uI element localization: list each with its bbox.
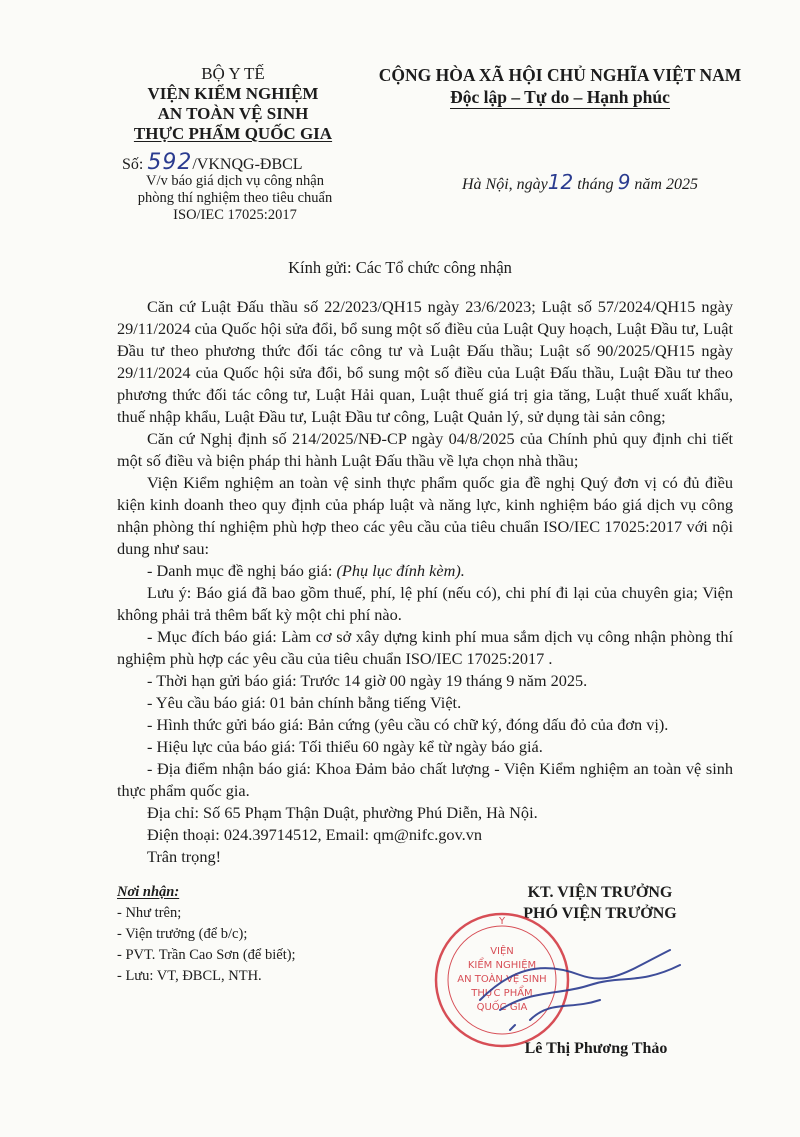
institute-line-1: VIỆN KIỂM NGHIỆM [147, 84, 319, 103]
address-line: Địa chỉ: Số 65 Phạm Thận Duật, phường Phú Diễn, Hà Nội. [147, 803, 538, 822]
subject-block [110, 173, 360, 224]
subject-line-3: ISO/IEC 17025:2017 [173, 207, 297, 223]
document-date [390, 170, 770, 194]
date-day: 12 [547, 170, 574, 194]
ministry-name: BỘ Y TẾ [201, 64, 265, 83]
national-motto: Độc lập – Tự do – Hạnh phúc [450, 87, 670, 107]
phone-email-line: Điện thoại: 024.39714512, Email: qm@nifc.gov.vn [147, 825, 482, 844]
subject-line-1: V/v báo giá dịch vụ công nhận [146, 173, 324, 189]
doc-number-prefix: Số: [122, 156, 144, 173]
seal-line-3: AN TOÀN VỆ SINH [457, 974, 547, 985]
seal-line-4: THỰC PHẨM [471, 988, 533, 999]
validity-item: - Hiệu lực của báo giá: Tối thiểu 60 ngày kể từ ngày báo giá. [147, 737, 543, 756]
seal-top-letter: Y [498, 916, 506, 927]
seal-line-1: VIỆN [490, 946, 514, 957]
legal-basis-2: Căn cứ Nghị định số 214/2025/NĐ-CP ngày 04/8/2025 của Chính phủ quy định chi tiết một số điều và biện pháp thi hành Luật Đấu thầu về lựa chọn nhà thầu; [117, 429, 733, 470]
purpose-item: - Mục đích báo giá: Làm cơ sở xây dựng kinh phí mua sắm dịch vụ công nhận phòng thí nghiệm phù hợp các yêu cầu của tiêu chuẩn ISO/IEC 17025:2017 . [117, 627, 733, 668]
doc-number-suffix: /VKNQG-ĐBCL [192, 156, 303, 173]
recipients-block [117, 882, 417, 987]
salutation: Kính gửi: Các Tổ chức công nhận [288, 258, 512, 277]
deadline-item: - Thời hạn gửi báo giá: Trước 14 giờ 00 ngày 19 tháng 9 năm 2025. [147, 671, 588, 690]
date-prefix: Hà Nội, ngày [462, 176, 548, 193]
issuing-organization [108, 64, 358, 144]
quote-list-line [117, 560, 733, 582]
date-month: 9 [617, 170, 631, 194]
quote-list-label: - Danh mục đề nghị báo giá: [147, 561, 333, 580]
institute-line-2: AN TOÀN VỆ SINH [157, 104, 309, 123]
subject-line-2: phòng thí nghiệm theo tiêu chuẩn [137, 190, 333, 206]
closing-line: Trân trọng! [147, 847, 222, 866]
location-item: - Địa điểm nhận báo giá: Khoa Đảm bảo chất lượng - Viện Kiểm nghiệm an toàn vệ sinh thực phẩm quốc gia. [117, 759, 733, 800]
seal-line-5: QUỐC GIA [476, 1002, 528, 1013]
recipient-item: - Viện trưởng (để b/c); [117, 926, 248, 942]
letter-body [117, 296, 733, 868]
request-paragraph: Viện Kiểm nghiệm an toàn vệ sinh thực phẩm quốc gia đề nghị Quý đơn vị có đủ điều kiện kinh doanh theo quy định của pháp luật và năng lực, kinh nghiệm báo giá dịch vụ công nhận phòng thí nghiệm phù hợp theo các yêu cầu của tiêu chuẩn ISO/IEC 17025:2017 với nội dung như sau: [117, 473, 733, 558]
doc-number-handwritten: 592 [147, 150, 193, 175]
signer-title-1: KT. VIỆN TRƯỞNG [527, 884, 673, 901]
recipient-item: - PVT. Trần Cao Sơn (để biết); [117, 947, 296, 963]
date-month-label: tháng [577, 176, 614, 193]
signer-title-2: PHÓ VIỆN TRƯỞNG [523, 905, 677, 922]
date-year: năm 2025 [634, 176, 698, 193]
nation-name: CỘNG HÒA XÃ HỘI CHỦ NGHĨA VIỆT NAM [378, 65, 742, 85]
legal-basis-1: Căn cứ Luật Đấu thầu số 22/2023/QH15 ngày 23/6/2023; Luật số 57/2024/QH15 ngày 29/11/2024 của Quốc hội sửa đổi, bổ sung một số điều của Luật Quy hoạch, Luật Đầu tư, Luật Đầu tư theo phương thức đối tác công tư và Luật Đấu thầu; Luật số 90/2025/QH15 ngày 29/11/2024 của Quốc hội sửa đổi, bổ sung một số điều của Luật Đấu thầu, Luật Đầu tư theo phương thức đối tác công tư, Luật Hải quan, Luật thuế giá trị gia tăng, Luật thuế xuất khẩu, thuế nhập khẩu, Luật Đầu tư, Luật Đầu tư công, Luật Quản lý, sử dụng tài sản công; [117, 297, 733, 426]
recipients-title: Nơi nhận: [117, 884, 180, 900]
seal-line-2: KIỂM NGHIỆM [467, 960, 537, 971]
handwritten-signature [467, 930, 690, 1040]
quote-list-note: (Phụ lục đính kèm). [336, 561, 465, 580]
signer-name: Lê Thị Phương Thảo [524, 1040, 668, 1057]
format-item: - Hình thức gửi báo giá: Bản cứng (yêu cầu có chữ ký, đóng dấu đỏ của đơn vị). [147, 715, 669, 734]
recipient-item: - Lưu: VT, ĐBCL, NTH. [117, 968, 262, 984]
institute-line-3: THỰC PHẨM QUỐC GIA [133, 124, 333, 143]
document-number [122, 150, 303, 175]
requirement-item: - Yêu cầu báo giá: 01 bản chính bằng tiếng Việt. [147, 693, 462, 712]
recipient-item: - Như trên; [117, 905, 182, 921]
national-heading [340, 64, 780, 109]
note-paragraph: Lưu ý: Báo giá đã bao gồm thuế, phí, lệ phí (nếu có), chi phí đi lại của chuyên gia; Viện không phải trả thêm bất kỳ một chi phí nào. [117, 583, 733, 624]
